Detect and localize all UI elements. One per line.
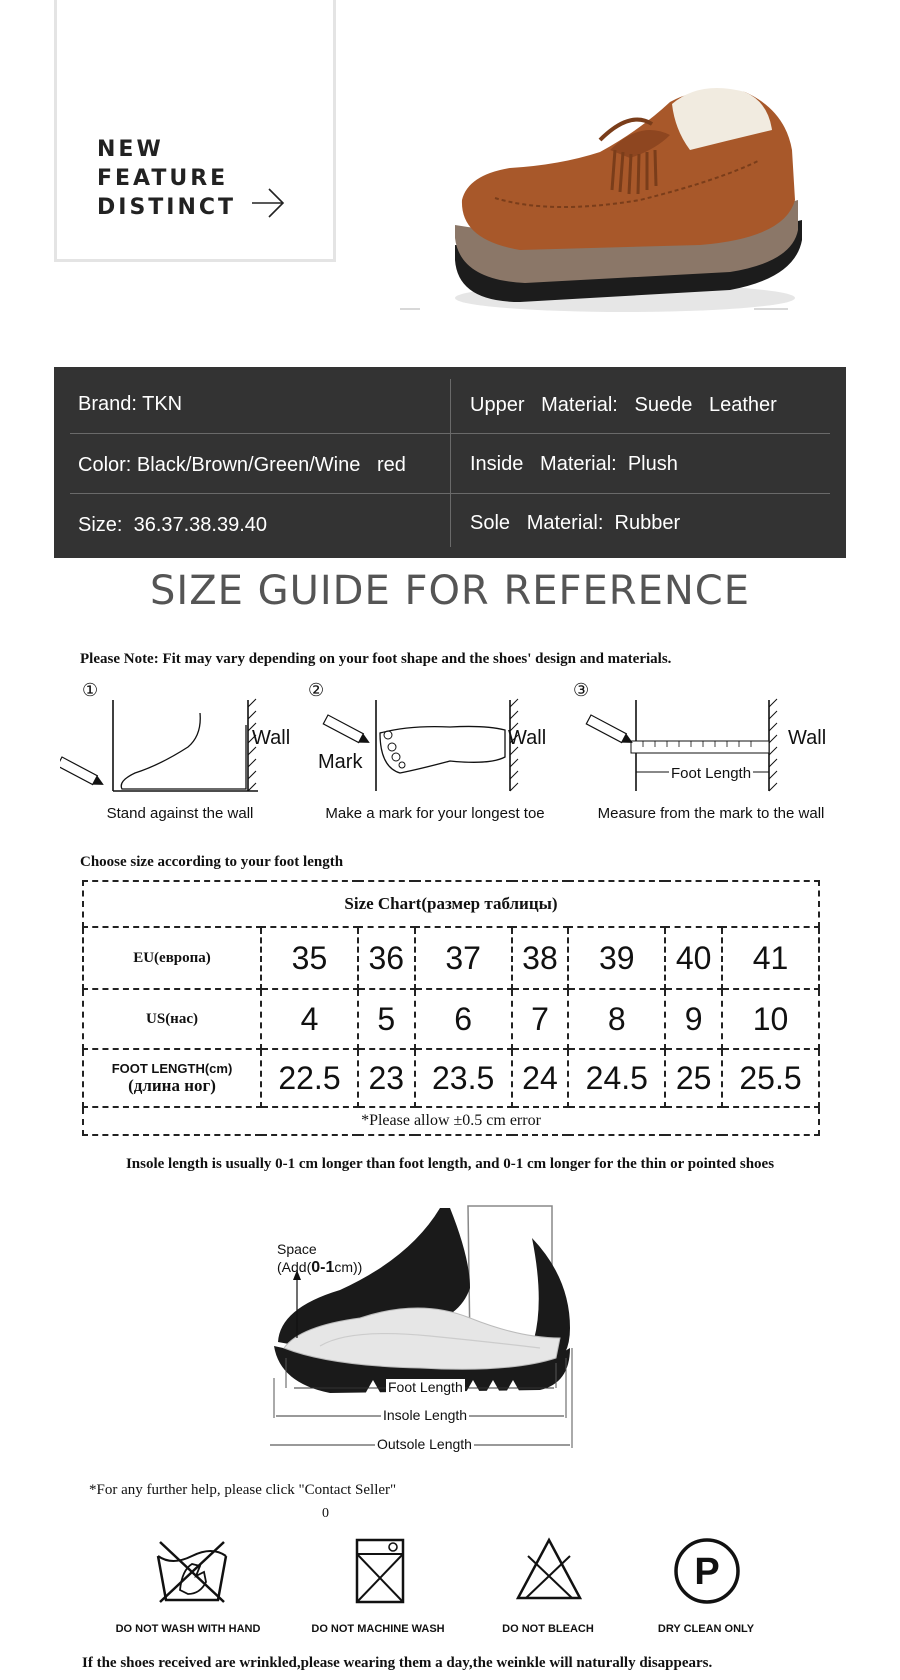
diagram-add-suffix: cm)) <box>334 1259 363 1275</box>
eu-size: 37 <box>415 927 512 989</box>
diagram-add-label <box>277 1259 362 1277</box>
spec-color: Color: Black/Brown/Green/Wine red <box>78 454 406 476</box>
feature-line-new: NEW <box>97 137 164 162</box>
eu-size: 35 <box>261 927 358 989</box>
step-1-number: ① <box>82 680 99 700</box>
diagram-add-prefix: (Add( <box>277 1259 312 1275</box>
eu-label: EU(европа) <box>83 927 261 989</box>
spec-inside-material: Inside Material: Plush <box>470 453 678 475</box>
diagram-space-label: Space <box>277 1241 317 1257</box>
step-3-foot-length-label: Foot Length <box>671 765 752 782</box>
help-zero: 0 <box>322 1506 329 1521</box>
eu-size: 40 <box>665 927 722 989</box>
care-label-machine-wash: DO NOT MACHINE WASH <box>311 1623 445 1635</box>
size-chart-footer: *Please allow ±0.5 cm error <box>83 1107 819 1135</box>
us-size: 8 <box>568 989 665 1049</box>
feature-line-distinct: DISTINCT <box>97 195 237 220</box>
step-1-wall-label: Wall <box>252 727 291 749</box>
size-guide-title: SIZE GUIDE FOR REFERENCE <box>150 568 750 614</box>
spec-sole-material: Sole Material: Rubber <box>470 512 681 534</box>
product-shoe-image <box>400 40 860 340</box>
us-size: 10 <box>722 989 819 1049</box>
spec-table <box>54 367 846 558</box>
feature-line-feature: FEATURE <box>97 166 229 191</box>
machine-wash-crossed-icon <box>352 1536 408 1606</box>
foot-length-cm: 22.5 <box>261 1049 358 1107</box>
hand-wash-crossed-icon <box>152 1536 232 1606</box>
svg-text:P: P <box>694 1551 720 1593</box>
diagram-insole-length: Insole Length <box>383 1407 468 1423</box>
step-1-caption: Stand against the wall <box>106 805 254 822</box>
arrow-right-icon[interactable] <box>250 186 286 220</box>
diagram-add-range: 0-1 <box>311 1259 335 1276</box>
foot-length-label <box>83 1049 261 1107</box>
foot-length-label-en: FOOT LENGTH(cm) <box>111 1060 233 1076</box>
step-2-number: ② <box>308 680 325 700</box>
diagram-outsole-length: Outsole Length <box>377 1436 472 1452</box>
step-2-wall-label: Wall <box>508 727 547 749</box>
dry-clean-icon <box>672 1536 742 1606</box>
care-label-dry-clean: DRY CLEAN ONLY <box>657 1623 755 1635</box>
diagram-foot-length: Foot Length <box>388 1379 463 1395</box>
eu-size: 38 <box>512 927 569 989</box>
us-size: 9 <box>665 989 722 1049</box>
step-3-wall-label: Wall <box>788 727 827 749</box>
eu-size: 36 <box>358 927 415 989</box>
us-label: US(нас) <box>83 989 261 1049</box>
eu-size: 39 <box>568 927 665 989</box>
us-size: 5 <box>358 989 415 1049</box>
size-chart-title: Size Chart(размер таблицы) <box>83 881 819 927</box>
us-size: 6 <box>415 989 512 1049</box>
care-label-bleach: DO NOT BLEACH <box>502 1623 594 1635</box>
foot-length-cm: 23.5 <box>415 1049 512 1107</box>
us-size: 7 <box>512 989 569 1049</box>
spec-size: Size: 36.37.38.39.40 <box>78 514 268 536</box>
step-3-caption: Measure from the mark to the wall <box>597 805 825 822</box>
foot-length-cm: 23 <box>358 1049 415 1107</box>
foot-length-cm: 24.5 <box>568 1049 665 1107</box>
foot-length-cm: 24 <box>512 1049 569 1107</box>
step-3-number: ③ <box>573 680 590 700</box>
size-chart-table <box>82 880 820 1136</box>
step-2-caption: Make a mark for your longest toe <box>325 805 545 822</box>
choose-size-note: Choose size according to your foot length <box>80 854 344 870</box>
contact-seller-note[interactable]: *For any further help, please click "Contact Seller" <box>89 1482 397 1498</box>
foot-length-label-ru: (длина ног) <box>128 1075 216 1095</box>
eu-size: 41 <box>722 927 819 989</box>
step-2-mark-label: Mark <box>318 751 363 773</box>
foot-length-cm: 25 <box>665 1049 722 1107</box>
spec-upper-material: Upper Material: Suede Leather <box>470 394 777 416</box>
wrinkle-note: If the shoes received are wrinkled,please wearing them a day,the weinkle will naturally disappears. <box>82 1655 713 1671</box>
us-size: 4 <box>261 989 358 1049</box>
insole-note: Insole length is usually 0-1 cm longer than foot length, and 0-1 cm longer for the thin or pointed shoes <box>125 1156 775 1172</box>
foot-length-cm: 25.5 <box>722 1049 819 1107</box>
bleach-crossed-icon <box>514 1536 584 1606</box>
care-label-hand-wash: DO NOT WASH WITH HAND <box>115 1623 261 1635</box>
fit-note: Please Note: Fit may vary depending on your foot shape and the shoes' design and materials. <box>80 651 672 667</box>
spec-brand: Brand: TKN <box>78 393 183 415</box>
